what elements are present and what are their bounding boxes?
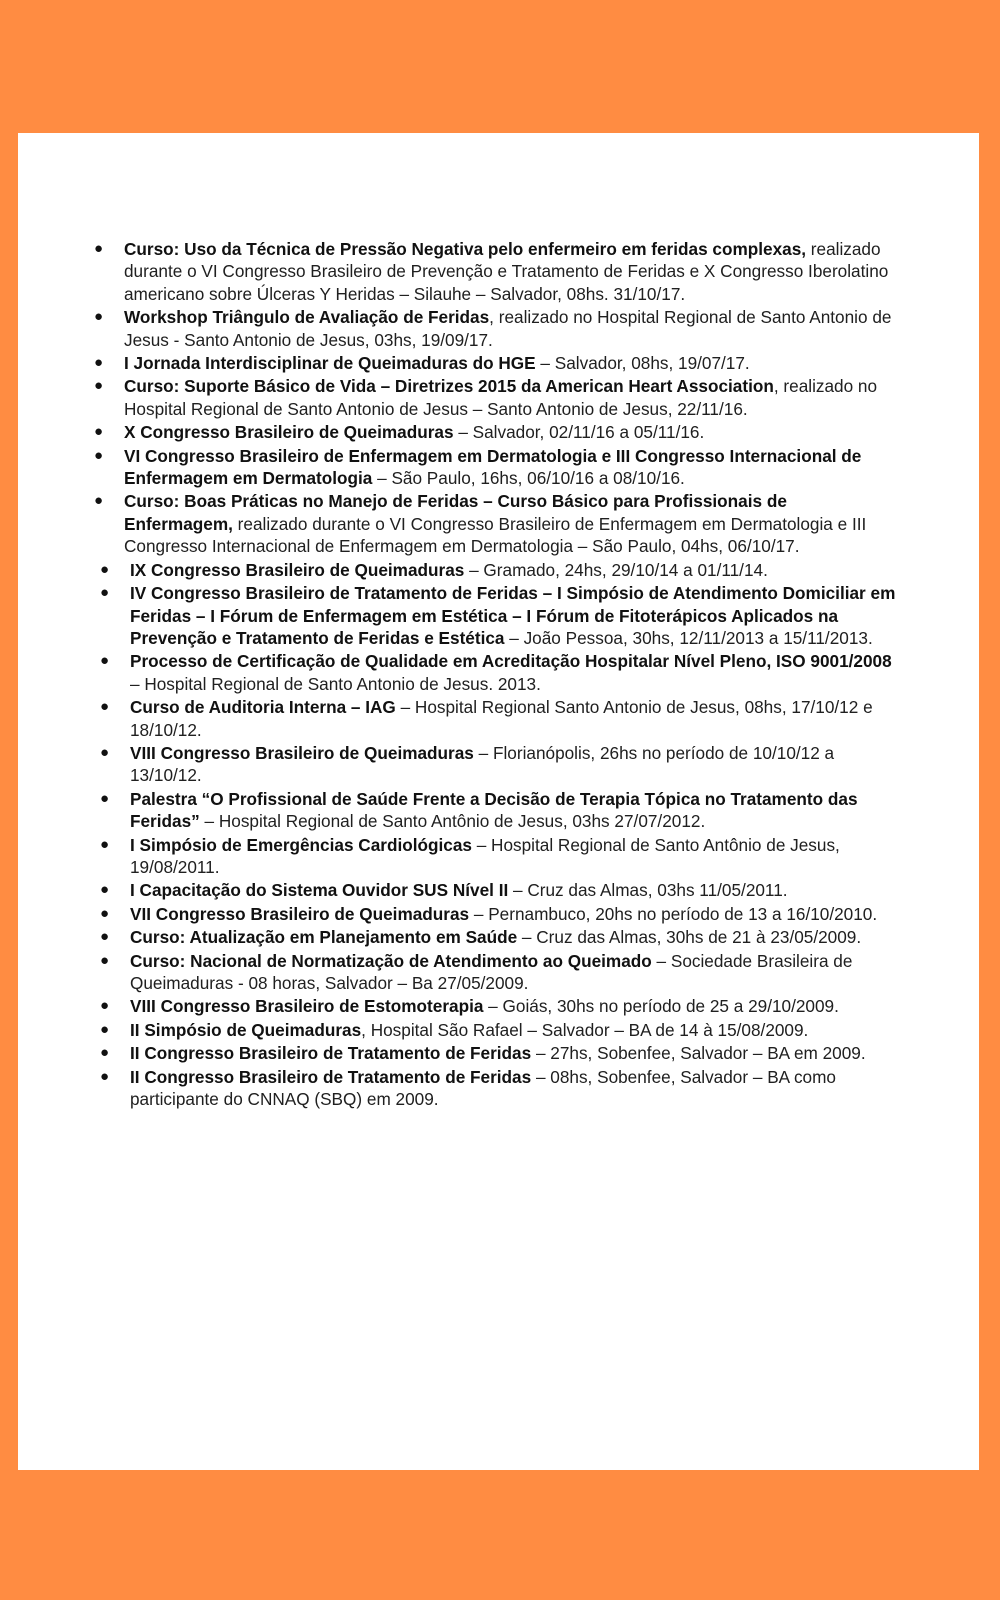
list-item <box>18 445 979 490</box>
entry-detail: , realizado no Hospital Regional de Santo Antonio de Jesus - Santo Antonio de Jesus, 03hs, 19/09/17. <box>124 307 892 350</box>
entry-detail: – São Paulo, 16hs, 06/10/16 a 08/10/16. <box>372 468 685 489</box>
list-item <box>18 1019 979 1041</box>
entry-title: I Simpósio de Emergências Cardiológicas <box>130 834 472 855</box>
entry-detail: , realizado no Hospital Regional de Santo Antonio de Jesus – Santo Antonio de Jesus, 22/11/16. <box>124 376 878 419</box>
entry-detail: – Salvador, 08hs, 19/07/17. <box>535 353 750 374</box>
entry-detail: – 08hs, Sobenfee, Salvador – BA como participante do CNNAQ (SBQ) em 2009. <box>130 1066 836 1110</box>
list-item <box>18 306 979 351</box>
entry-title: I Capacitação do Sistema Ouvidor SUS Nível II <box>130 880 509 901</box>
bullet-icon: ● <box>100 881 110 899</box>
entry-detail: – Hospital Regional Santo Antonio de Jesus, 08hs, 17/10/12 e 18/10/12. <box>130 697 873 740</box>
entry-detail: realizado durante o VI Congresso Brasileiro de Enfermagem em Dermatologia e III Congresso Internacional de Enfermagem em Dermatologia – São Paulo, 04hs, 06/10/17. <box>124 513 867 557</box>
bullet-icon: ● <box>100 1044 110 1062</box>
bullet-icon: ● <box>100 904 110 922</box>
list-item <box>18 559 979 581</box>
entry-title: Processo de Certificação de Qualidade em Acreditação Hospitalar Nível Pleno, ISO 9001/2008 <box>130 651 892 672</box>
entry-title: Curso: Uso da Técnica de Pressão Negativa pelo enfermeiro em feridas complexas, <box>124 239 807 259</box>
list-item <box>18 879 979 901</box>
entry-title: II Congresso Brasileiro de Tratamento de Feridas <box>130 1066 532 1087</box>
entry-title: VIII Congresso Brasileiro de Estomoterapia <box>130 996 484 1017</box>
bullet-icon: ● <box>94 423 104 441</box>
bullet-icon: ● <box>100 928 110 946</box>
entry-detail: – Hospital Regional de Santo Antonio de Jesus. 2013. <box>130 673 541 694</box>
document-page <box>18 133 979 1470</box>
entry-title: Palestra “O Profissional de Saúde Frente a Decisão de Terapia Tópica no Tratamento das Feridas” <box>130 788 858 832</box>
list-item <box>18 650 979 695</box>
list-item <box>18 375 979 420</box>
entry-detail: – Pernambuco, 20hs no período de 13 a 16/10/2010. <box>469 903 878 924</box>
entry-title: Curso: Boas Práticas no Manejo de Feridas – Curso Básico para Profissionais de Enfermagem, <box>124 491 787 534</box>
entry-detail: , Hospital São Rafael – Salvador – BA de 14 à 15/08/2009. <box>361 1019 809 1040</box>
bullet-icon: ● <box>100 698 110 716</box>
entry-detail: – Cruz das Almas, 03hs 11/05/2011. <box>508 880 788 901</box>
entry-title: VIII Congresso Brasileiro de Queimaduras <box>130 742 474 763</box>
entry-detail: – Sociedade Brasileira de Queimaduras - 08 horas, Salvador – Ba 27/05/2009. <box>130 950 853 993</box>
entry-title: VI Congresso Brasileiro de Enfermagem em Dermatologia e III Congresso Internacional de Enfermagem em Dermatologia <box>124 445 862 489</box>
entry-title: VII Congresso Brasileiro de Queimaduras <box>130 903 470 924</box>
bullet-icon: ● <box>100 1020 110 1038</box>
entry-detail: – Gramado, 24hs, 29/10/14 a 01/11/14. <box>464 559 768 580</box>
bullet-icon: ● <box>100 951 110 969</box>
list-item <box>18 834 979 879</box>
list-item <box>18 950 979 995</box>
entry-detail: – Goiás, 30hs no período de 25 a 29/10/2009. <box>483 996 839 1017</box>
entry-title: IV Congresso Brasileiro de Tratamento de Feridas – I Simpósio de Atendimento Domiciliar em Feridas – I Fórum de Enfermagem em Estética – I Fórum de Fitoterápicos Aplicados na Prevenção e Tratamento de Feridas e Estética <box>130 583 896 648</box>
entry-detail: realizado durante o VI Congresso Brasileiro de Prevenção e Tratamento de Feridas e X Congresso Iberolatino americano sobre Úlceras Y Heridas – Silauhe – Salvador, 08hs. 31/10/17. <box>124 239 889 304</box>
entry-title: Curso: Suporte Básico de Vida – Diretrizes 2015 da American Heart Association <box>124 376 774 397</box>
entry-title: Curso de Auditoria Interna – IAG <box>130 697 396 718</box>
bullet-icon: ● <box>100 743 110 761</box>
list-item <box>18 995 979 1017</box>
bullet-icon: ● <box>100 997 110 1015</box>
entry-title: Workshop Triângulo de Avaliação de Feridas <box>124 307 490 328</box>
entry-detail: – 27hs, Sobenfee, Salvador – BA em 2009. <box>531 1043 866 1064</box>
entry-detail: – Salvador, 02/11/16 a 05/11/16. <box>453 422 705 443</box>
list-item <box>18 742 979 787</box>
bullet-icon: ● <box>100 652 110 670</box>
list-item <box>18 238 979 305</box>
bullet-icon: ● <box>100 584 110 602</box>
bullet-icon: ● <box>94 377 104 395</box>
list-item <box>18 788 979 833</box>
bullet-icon: ● <box>100 789 110 807</box>
list-item <box>18 352 979 374</box>
entry-title: X Congresso Brasileiro de Queimaduras <box>124 422 454 443</box>
entry-title: Curso: Nacional de Normatização de Atendimento ao Queimado <box>130 950 652 971</box>
list-item <box>18 696 979 741</box>
entry-detail: – Hospital Regional de Santo Antônio de Jesus, 19/08/2011. <box>130 834 840 877</box>
entry-title: IX Congresso Brasileiro de Queimaduras <box>130 559 465 580</box>
course-list <box>18 238 979 1111</box>
list-item <box>18 903 979 925</box>
entry-detail: – Cruz das Almas, 30hs de 21 à 23/05/2009. <box>517 927 862 948</box>
bullet-icon: ● <box>94 354 104 372</box>
entry-title: Curso: Atualização em Planejamento em Saúde <box>130 927 518 948</box>
list-item <box>18 490 979 557</box>
list-item <box>18 1042 979 1064</box>
bullet-icon: ● <box>94 240 104 257</box>
entry-title: II Simpósio de Queimaduras <box>130 1019 362 1040</box>
entry-detail: – Florianópolis, 26hs no período de 10/10/12 a 13/10/12. <box>130 742 835 786</box>
entry-title: II Congresso Brasileiro de Tratamento de Feridas <box>130 1043 532 1064</box>
list-item <box>18 582 979 649</box>
entry-title: I Jornada Interdisciplinar de Queimaduras do HGE <box>124 353 536 374</box>
entry-detail: – Hospital Regional de Santo Antônio de Jesus, 03hs 27/07/2012. <box>199 811 706 832</box>
list-item <box>18 421 979 443</box>
bullet-icon: ● <box>94 492 104 510</box>
bullet-icon: ● <box>94 308 104 326</box>
bullet-icon: ● <box>94 446 104 464</box>
entry-detail: – João Pessoa, 30hs, 12/11/2013 a 15/11/2013. <box>504 627 873 648</box>
bullet-icon: ● <box>100 1067 110 1085</box>
bullet-icon: ● <box>100 560 110 578</box>
list-item <box>18 926 979 948</box>
bullet-icon: ● <box>100 835 110 853</box>
list-item <box>18 1066 979 1111</box>
